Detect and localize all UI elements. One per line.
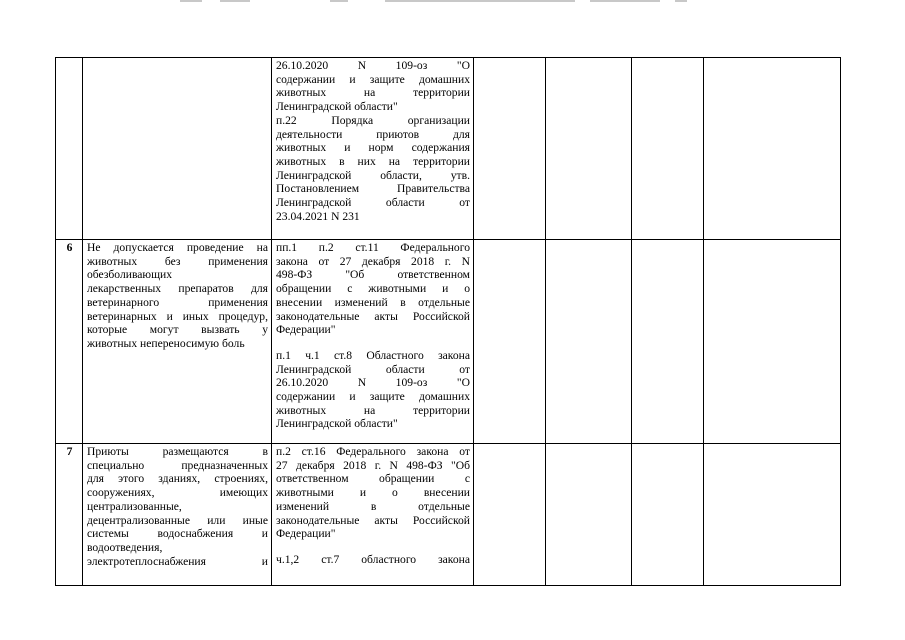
legal-basis-line: 26.10.2020 N 109-оз "О [276,59,470,72]
row-number: 6 [56,240,83,444]
legal-basis-line: ч.1,2 ст.7 областного закона [276,552,470,566]
paragraph-gap [276,541,470,553]
legal-basis-line: Федерации" [276,527,336,541]
legal-basis-line: Постановлением Правительства [276,182,470,196]
legal-basis-line: законодательные акты Российской [276,513,470,527]
empty-cell [632,444,704,586]
legal-basis-line: 23.04.2021 N 231 [276,209,360,223]
requirement-line: водоотведения, [87,540,163,554]
legal-basis-line: 27 декабря 2018 г. N 498-ФЗ "Об [276,458,470,472]
empty-cell [474,444,546,586]
empty-cell [704,240,841,444]
legal-basis-line: закона от 27 декабря 2018 г. N [276,254,470,268]
requirement-line: животных непереносимую боль [87,336,245,350]
requirement-line: ветеринарных и иных процедур, [87,309,268,323]
requirement-line: сооружениях, имеющих [87,486,268,500]
empty-cell [632,240,704,444]
legal-basis-line: п.1 ч.1 ст.8 Областного закона [276,348,470,362]
legal-basis-line: животных на территории [276,403,470,417]
requirement-line: системы водоснабжения и [87,527,268,541]
requirement-line: Не допускается проведение на [87,241,268,254]
legal-basis-line: обращении с животными и о [276,282,470,296]
empty-cell [632,58,704,240]
requirement-line: животных без применения [87,254,268,268]
legal-basis-cell [272,240,474,444]
legal-basis-line: животных и норм содержания [276,141,470,155]
legal-basis-line: п.2 ст.16 Федерального закона от [276,445,470,458]
table-row [56,444,841,586]
legal-basis-line: изменений в отдельные [276,499,470,513]
table-row [56,240,841,444]
paragraph-gap [276,337,470,349]
legal-basis-line: животных на территории [276,86,470,100]
legal-basis-line: пп.1 п.2 ст.11 Федерального [276,241,470,254]
legal-basis-line: Ленинградской области, утв. [276,168,470,182]
empty-cell [704,444,841,586]
requirement-cell [83,444,272,586]
requirements-table [55,57,841,586]
legal-basis-line: животных в них на территории [276,154,470,168]
legal-basis-line: 26.10.2020 N 109-оз "О [276,376,470,390]
empty-cell [546,444,632,586]
requirement-line: специально предназначенных [87,458,268,472]
requirement-line: лекарственных препаратов для [87,282,268,296]
legal-basis-line: Ленинградской области от [276,196,470,210]
empty-cell [546,58,632,240]
empty-cell [704,58,841,240]
legal-basis-line: содержании и защите домашних [276,390,470,404]
requirement-line: централизованные, [87,499,182,513]
empty-cell [546,240,632,444]
requirement-cell [83,58,272,240]
legal-basis-line: Ленинградской области" [276,100,398,114]
scan-header-remnant [180,0,700,4]
requirement-line: электротеплоснабжения и [87,554,268,568]
requirement-line: обезболивающих [87,268,172,282]
requirement-line: которые могут вызвать у [87,323,268,337]
legal-basis-line: внесении изменений в отдельные [276,295,470,309]
legal-basis-cell [272,58,474,240]
legal-basis-line: Федерации" [276,323,336,337]
legal-basis-cell [272,444,474,586]
legal-basis-line: 498-ФЗ "Об ответственном [276,268,470,282]
requirement-cell [83,240,272,444]
legal-basis-line: ответственном обращении с [276,472,470,486]
row-number: 7 [56,444,83,586]
legal-basis-line: Ленинградской области от [276,362,470,376]
legal-basis-line: содержании и защите домашних [276,72,470,86]
table-row [56,58,841,240]
empty-cell [474,240,546,444]
requirement-line: Приюты размещаются в [87,445,268,458]
requirement-line: децентрализованные или иные [87,513,268,527]
legal-basis-line: деятельности приютов для [276,127,470,141]
requirement-line: ветеринарного применения [87,295,268,309]
requirement-line: для этого зданиях, строениях, [87,472,268,486]
legal-basis-line: Ленинградской области" [276,417,398,431]
legal-basis-line: законодательные акты Российской [276,309,470,323]
legal-basis-line: п.22 Порядка организации [276,113,470,127]
legal-basis-line: животными и о внесении [276,486,470,500]
empty-cell [474,58,546,240]
row-number [56,58,83,240]
